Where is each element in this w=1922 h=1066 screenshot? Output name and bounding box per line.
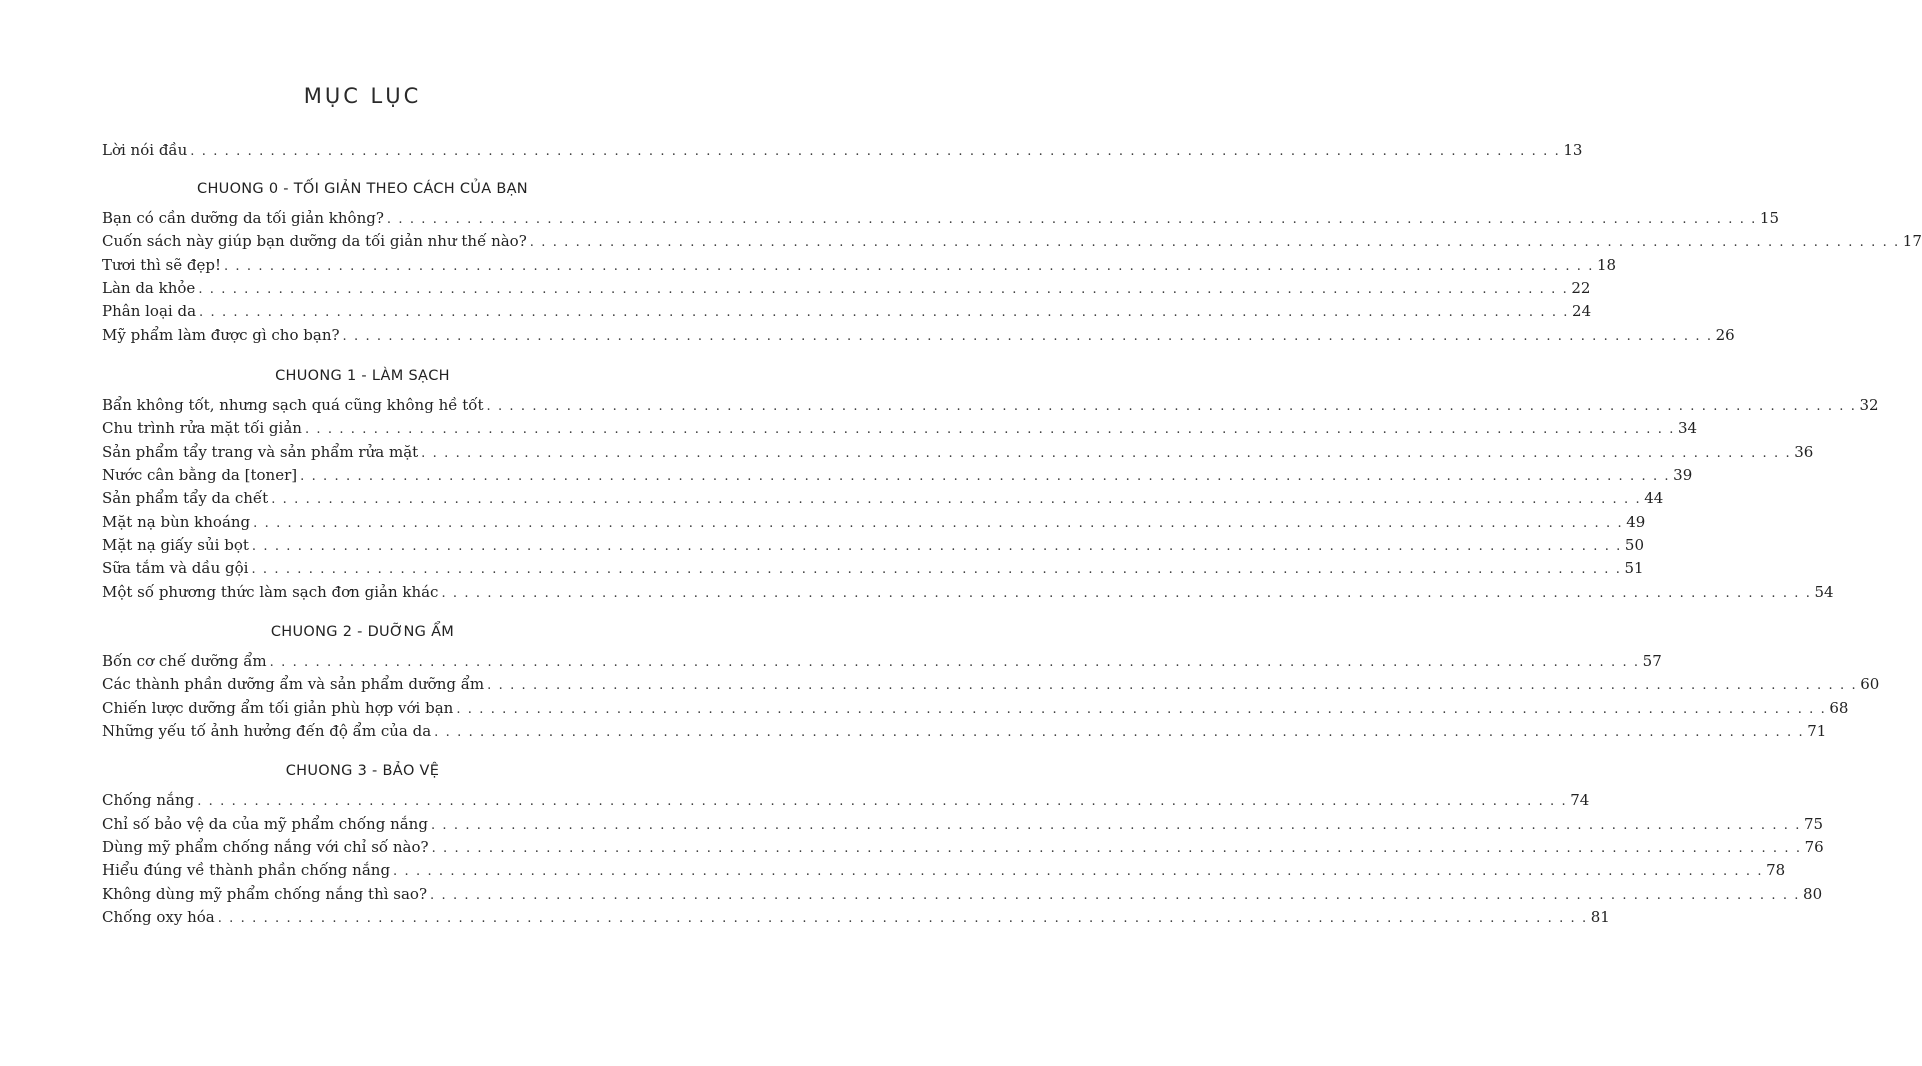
toc-entry-title: Hiểu đúng về thành phần chống nắng bbox=[102, 861, 391, 879]
toc-entry-page: 24 bbox=[1572, 302, 1592, 320]
toc-entry-title: Chống oxy hóa bbox=[102, 908, 215, 926]
toc-entry-title: Phân loại da bbox=[102, 302, 197, 320]
toc-entry-page: 15 bbox=[1759, 209, 1780, 227]
leader-dots: . . . . . . . . . . . . . . . . . . . . . . . . . . . . . . . . . . . . . . . . . . . . . . . . . . . . . . . . . . . . . . . . . . . . . . . . . . . . . . . . . . . . . . . . . . . . . . . . . . . . . . . . . . . . . . . . . . . . . . . . bbox=[441, 586, 1812, 601]
leader-dots: . . . . . . . . . . . . . . . . . . . . . . . . . . . . . . . . . . . . . . . . . . . . . . . . . . . . . . . . . . . . . . . . . . . . . . . . . . . . . . . . . . . . . . . . . . . . . . . . . . . . . . . . . . . . . . . . . . . . . . . . bbox=[217, 911, 1588, 926]
chapter-3-heading: CHUONG 3 - BẢO VỆ bbox=[285, 763, 440, 779]
leader-dots: . . . . . . . . . . . . . . . . . . . . . . . . . . . . . . . . . . . . . . . . . . . . . . . . . . . . . . . . . . . . . . . . . . . . . . . . . . . . . . . . . . . . . . . . . . . . . . . . . . . . . . . . . . . . . . . . . . . . . . . . bbox=[197, 794, 1568, 809]
toc-entry[interactable] bbox=[102, 791, 1590, 813]
leader-dots: . . . . . . . . . . . . . . . . . . . . . . . . . . . . . . . . . . . . . . . . . . . . . . . . . . . . . . . . . . . . . . . . . . . . . . . . . . . . . . . . . . . . . . . . . . . . . . . . . . . . . . . . . . . . . . . . . . . . . . . . bbox=[421, 446, 1792, 461]
toc-entry-page: 34 bbox=[1677, 419, 1698, 437]
toc-entry-title: Các thành phần dưỡng ẩm và sản phẩm dưỡng ẩm bbox=[102, 675, 485, 693]
toc-entry[interactable] bbox=[102, 466, 1693, 488]
leader-dots: . . . . . . . . . . . . . . . . . . . . . . . . . . . . . . . . . . . . . . . . . . . . . . . . . . . . . . . . . . . . . . . . . . . . . . . . . . . . . . . . . . . . . . . . . . . . . . . . . . . . . . . . . . . . . . . . . . . . . . . . bbox=[269, 655, 1640, 670]
toc-entry[interactable] bbox=[102, 279, 1591, 301]
toc-entry-page: 49 bbox=[1626, 513, 1646, 531]
toc-entry[interactable] bbox=[102, 302, 1592, 324]
chapter-2-heading: CHUONG 2 - DUỠNG ẨM bbox=[270, 624, 455, 640]
toc-entry-title: Làn da khỏe bbox=[102, 279, 196, 297]
leader-dots: . . . . . . . . . . . . . . . . . . . . . . . . . . . . . . . . . . . . . . . . . . . . . . . . . . . . . . . . . . . . . . . . . . . . . . . . . . . . . . . . . . . . . . . . . . . . . . . . . . . . . . . . . . . . . . . . . . . . . . . . bbox=[271, 492, 1642, 507]
toc-entry[interactable] bbox=[102, 396, 1879, 418]
toc-entry-page: 44 bbox=[1644, 489, 1664, 507]
leader-dots: . . . . . . . . . . . . . . . . . . . . . . . . . . . . . . . . . . . . . . . . . . . . . . . . . . . . . . . . . . . . . . . . . . . . . . . . . . . . . . . . . . . . . . . . . . . . . . . . . . . . . . . . . . . . . . . . . . . . . . . . bbox=[393, 864, 1764, 879]
toc-entry[interactable] bbox=[102, 326, 1735, 348]
leader-dots: . . . . . . . . . . . . . . . . . . . . . . . . . . . . . . . . . . . . . . . . . . . . . . . . . . . . . . . . . . . . . . . . . . . . . . . . . . . . . . . . . . . . . . . . . . . . . . . . . . . . . . . . . . . . . . . . . . . . . . . . bbox=[487, 678, 1858, 693]
leader-dots: . . . . . . . . . . . . . . . . . . . . . . . . . . . . . . . . . . . . . . . . . . . . . . . . . . . . . . . . . . . . . . . . . . . . . . . . . . . . . . . . . . . . . . . . . . . . . . . . . . . . . . . . . . . . . . . . . . . . . . . . bbox=[251, 539, 1622, 554]
toc-entry-title: Những yếu tố ảnh hưởng đến độ ẩm của da bbox=[102, 722, 432, 740]
leader-dots: . . . . . . . . . . . . . . . . . . . . . . . . . . . . . . . . . . . . . . . . . . . . . . . . . . . . . . . . . . . . . . . . . . . . . . . . . . . . . . . . . . . . . . . . . . . . . . . . . . . . . . . . . . . . . . . . . . . . . . . . bbox=[486, 399, 1857, 414]
toc-entry-preface[interactable] bbox=[102, 141, 1583, 163]
toc-entry[interactable] bbox=[102, 861, 1786, 883]
leader-dots: . . . . . . . . . . . . . . . . . . . . . . . . . . . . . . . . . . . . . . . . . . . . . . . . . . . . . . . . . . . . . . . . . . . . . . . . . . . . . . . . . . . . . . . . . . . . . . . . . . . . . . . . . . . . . . . . . . . . . . . . bbox=[430, 818, 1801, 833]
toc-entry-title: Sản phẩm tẩy trang và sản phẩm rửa mặt bbox=[102, 443, 419, 461]
toc-entry[interactable] bbox=[102, 443, 1814, 465]
toc-entry-title: Chỉ số bảo vệ da của mỹ phẩm chống nắng bbox=[102, 815, 428, 833]
toc-entry-page: 17 bbox=[1902, 232, 1922, 250]
chapter-1-heading: CHUONG 1 - LÀM SẠCH bbox=[275, 368, 450, 384]
toc-entry-page: 68 bbox=[1829, 699, 1849, 717]
leader-dots: . . . . . . . . . . . . . . . . . . . . . . . . . . . . . . . . . . . . . . . . . . . . . . . . . . . . . . . . . . . . . . . . . . . . . . . . . . . . . . . . . . . . . . . . . . . . . . . . . . . . . . . . . . . . . . . . . . . . . . . . bbox=[300, 469, 1671, 484]
toc-entry-page: 22 bbox=[1571, 279, 1591, 297]
toc-entry[interactable] bbox=[102, 652, 1662, 674]
toc-entry[interactable] bbox=[102, 885, 1823, 907]
leader-dots: . . . . . . . . . . . . . . . . . . . . . . . . . . . . . . . . . . . . . . . . . . . . . . . . . . . . . . . . . . . . . . . . . . . . . . . . . . . . . . . . . . . . . . . . . . . . . . . . . . . . . . . . . . . . . . . . . . . . . . . . bbox=[434, 725, 1805, 740]
toc-entry-title: Chống nắng bbox=[102, 791, 195, 809]
toc-entry-page: 78 bbox=[1766, 861, 1786, 879]
toc-entry[interactable] bbox=[102, 722, 1827, 744]
toc-entry[interactable] bbox=[102, 232, 1922, 254]
toc-entry-page: 74 bbox=[1570, 791, 1590, 809]
toc-entry-title: Nước cân bằng da [toner] bbox=[102, 466, 298, 484]
toc-entry-title: Bạn có cần dưỡng da tối giản không? bbox=[102, 209, 384, 227]
toc-entry-page: 76 bbox=[1804, 838, 1824, 856]
toc-entry[interactable] bbox=[102, 256, 1617, 278]
toc-entry-title: Chu trình rửa mặt tối giản bbox=[102, 419, 302, 437]
toc-entry[interactable] bbox=[102, 838, 1824, 860]
toc-entry[interactable] bbox=[102, 699, 1849, 721]
toc-entry-page: 32 bbox=[1859, 396, 1879, 414]
toc-entry-page: 13 bbox=[1563, 141, 1583, 159]
leader-dots: . . . . . . . . . . . . . . . . . . . . . . . . . . . . . . . . . . . . . . . . . . . . . . . . . . . . . . . . . . . . . . . . . . . . . . . . . . . . . . . . . . . . . . . . . . . . . . . . . . . . . . . . . . . . . . . . . . . . . . . . bbox=[529, 235, 1900, 250]
toc-entry-page: 81 bbox=[1590, 908, 1610, 926]
toc-entry-title: Một số phương thức làm sạch đơn giản khác bbox=[102, 583, 439, 601]
toc-entry[interactable] bbox=[102, 815, 1824, 837]
toc-entry-page: 36 bbox=[1794, 443, 1814, 461]
leader-dots: . . . . . . . . . . . . . . . . . . . . . . . . . . . . . . . . . . . . . . . . . . . . . . . . . . . . . . . . . . . . . . . . . . . . . . . . . . . . . . . . . . . . . . . . . . . . . . . . . . . . . . . . . . . . . . . . . . . . . . . . bbox=[198, 282, 1569, 297]
toc-entry[interactable] bbox=[102, 536, 1645, 558]
toc-entry-title: Sản phẩm tẩy da chết bbox=[102, 489, 269, 507]
toc-entry[interactable] bbox=[102, 908, 1610, 930]
toc-entry-page: 39 bbox=[1673, 466, 1693, 484]
leader-dots: . . . . . . . . . . . . . . . . . . . . . . . . . . . . . . . . . . . . . . . . . . . . . . . . . . . . . . . . . . . . . . . . . . . . . . . . . . . . . . . . . . . . . . . . . . . . . . . . . . . . . . . . . . . . . . . . . . . . . . . . bbox=[190, 144, 1561, 159]
toc-entry-page: 80 bbox=[1803, 885, 1823, 903]
toc-entry-title: Cuốn sách này giúp bạn dưỡng da tối giản như thế nào? bbox=[102, 232, 527, 250]
toc-entry[interactable] bbox=[102, 489, 1664, 511]
page-title: MỤC LỤC bbox=[303, 84, 422, 108]
toc-entry-page: 54 bbox=[1814, 583, 1834, 601]
leader-dots: . . . . . . . . . . . . . . . . . . . . . . . . . . . . . . . . . . . . . . . . . . . . . . . . . . . . . . . . . . . . . . . . . . . . . . . . . . . . . . . . . . . . . . . . . . . . . . . . . . . . . . . . . . . . . . . . . . . . . . . . bbox=[199, 305, 1570, 320]
leader-dots: . . . . . . . . . . . . . . . . . . . . . . . . . . . . . . . . . . . . . . . . . . . . . . . . . . . . . . . . . . . . . . . . . . . . . . . . . . . . . . . . . . . . . . . . . . . . . . . . . . . . . . . . . . . . . . . . . . . . . . . . bbox=[342, 329, 1713, 344]
toc-entry-title: Tươi thì sẽ đẹp! bbox=[102, 256, 221, 274]
toc-entry-page: 75 bbox=[1803, 815, 1824, 833]
leader-dots: . . . . . . . . . . . . . . . . . . . . . . . . . . . . . . . . . . . . . . . . . . . . . . . . . . . . . . . . . . . . . . . . . . . . . . . . . . . . . . . . . . . . . . . . . . . . . . . . . . . . . . . . . . . . . . . . . . . . . . . . bbox=[430, 888, 1801, 903]
toc-entry[interactable] bbox=[102, 675, 1880, 697]
toc-entry-page: 50 bbox=[1624, 536, 1645, 554]
toc-entry-title: Bẩn không tốt, nhưng sạch quá cũng không hề tốt bbox=[102, 396, 484, 414]
toc-entry-title: Sữa tắm và dầu gội bbox=[102, 559, 249, 577]
leader-dots: . . . . . . . . . . . . . . . . . . . . . . . . . . . . . . . . . . . . . . . . . . . . . . . . . . . . . . . . . . . . . . . . . . . . . . . . . . . . . . . . . . . . . . . . . . . . . . . . . . . . . . . . . . . . . . . . . . . . . . . . bbox=[431, 841, 1802, 856]
leader-dots: . . . . . . . . . . . . . . . . . . . . . . . . . . . . . . . . . . . . . . . . . . . . . . . . . . . . . . . . . . . . . . . . . . . . . . . . . . . . . . . . . . . . . . . . . . . . . . . . . . . . . . . . . . . . . . . . . . . . . . . . bbox=[304, 422, 1675, 437]
toc-entry[interactable] bbox=[102, 209, 1780, 231]
toc-entry-title: Dùng mỹ phẩm chống nắng với chỉ số nào? bbox=[102, 838, 429, 856]
toc-entry[interactable] bbox=[102, 583, 1834, 605]
toc-entry[interactable] bbox=[102, 513, 1646, 535]
toc-entry-title: Mặt nạ bùn khoáng bbox=[102, 513, 251, 531]
leader-dots: . . . . . . . . . . . . . . . . . . . . . . . . . . . . . . . . . . . . . . . . . . . . . . . . . . . . . . . . . . . . . . . . . . . . . . . . . . . . . . . . . . . . . . . . . . . . . . . . . . . . . . . . . . . . . . . . . . . . . . . . bbox=[251, 562, 1622, 577]
toc-entry-title: Chiến lược dưỡng ẩm tối giản phù hợp với bạn bbox=[102, 699, 454, 717]
toc-entry-page: 26 bbox=[1715, 326, 1735, 344]
chapter-0-heading: CHUONG 0 - TỐI GIẢN THEO CÁCH CỦA BẠN bbox=[197, 181, 528, 197]
leader-dots: . . . . . . . . . . . . . . . . . . . . . . . . . . . . . . . . . . . . . . . . . . . . . . . . . . . . . . . . . . . . . . . . . . . . . . . . . . . . . . . . . . . . . . . . . . . . . . . . . . . . . . . . . . . . . . . . . . . . . . . . bbox=[223, 259, 1594, 274]
toc-entry-page: 71 bbox=[1807, 722, 1827, 740]
leader-dots: . . . . . . . . . . . . . . . . . . . . . . . . . . . . . . . . . . . . . . . . . . . . . . . . . . . . . . . . . . . . . . . . . . . . . . . . . . . . . . . . . . . . . . . . . . . . . . . . . . . . . . . . . . . . . . . . . . . . . . . . bbox=[456, 702, 1827, 717]
toc-entry[interactable] bbox=[102, 559, 1644, 581]
leader-dots: . . . . . . . . . . . . . . . . . . . . . . . . . . . . . . . . . . . . . . . . . . . . . . . . . . . . . . . . . . . . . . . . . . . . . . . . . . . . . . . . . . . . . . . . . . . . . . . . . . . . . . . . . . . . . . . . . . . . . . . . bbox=[253, 516, 1624, 531]
toc-entry-page: 57 bbox=[1642, 652, 1662, 670]
toc-entry-page: 18 bbox=[1597, 256, 1617, 274]
toc-entry[interactable] bbox=[102, 419, 1698, 441]
leader-dots: . . . . . . . . . . . . . . . . . . . . . . . . . . . . . . . . . . . . . . . . . . . . . . . . . . . . . . . . . . . . . . . . . . . . . . . . . . . . . . . . . . . . . . . . . . . . . . . . . . . . . . . . . . . . . . . . . . . . . . . . bbox=[386, 212, 1757, 227]
toc-entry-title: Bốn cơ chế dưỡng ẩm bbox=[102, 652, 267, 670]
toc-entry-page: 51 bbox=[1624, 559, 1644, 577]
toc-entry-title: Mỹ phẩm làm được gì cho bạn? bbox=[102, 326, 340, 344]
toc-entry-title: Không dùng mỹ phẩm chống nắng thì sao? bbox=[102, 885, 428, 903]
toc-entry-title: Lời nói đầu bbox=[102, 141, 188, 159]
toc-entry-title: Mặt nạ giấy sủi bọt bbox=[102, 536, 249, 554]
toc-entry-page: 60 bbox=[1860, 675, 1880, 693]
